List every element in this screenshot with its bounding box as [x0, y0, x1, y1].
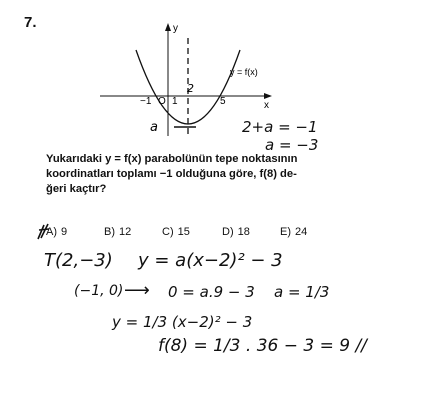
handwritten-vertex: T(2,−3) [44, 250, 113, 271]
handwritten-point: (−1, 0) [74, 283, 124, 299]
answer-options [40, 226, 412, 244]
option-e-letter: E) [280, 226, 291, 238]
option-d[interactable] [222, 226, 250, 238]
option-c[interactable] [162, 226, 190, 238]
handwritten-a-label: a [150, 120, 158, 135]
option-d-letter: D) [222, 226, 234, 238]
handwritten-a-value: a = 1/3 [274, 283, 330, 301]
question-line-2: koordinatları toplamı −1 olduğuna göre, f(8) de- [46, 168, 297, 180]
option-b-value: 12 [119, 226, 132, 238]
option-a-letter: A) [46, 226, 57, 238]
question-line-1: Yukarıdaki y = f(x) parabolünün tepe noktasının [46, 153, 298, 165]
curve-label: y = f(x) [230, 67, 258, 77]
handwritten-final-equation: y = 1/3 (x−2)² − 3 [112, 313, 253, 331]
question-line-3: ğeri kaçtır? [46, 183, 107, 195]
selected-check-mark-icon [36, 221, 56, 243]
option-b[interactable] [104, 226, 131, 238]
option-e[interactable] [280, 226, 307, 238]
question-text [46, 152, 416, 197]
handwritten-vertex-form: y = a(x−2)² − 3 [138, 250, 283, 271]
tick-label-minus1: −1 [140, 96, 152, 107]
handwritten-equation-a: a = −3 [265, 136, 319, 154]
tick-label-origin: O [158, 96, 166, 107]
y-axis-arrow [165, 23, 171, 31]
option-e-value: 24 [295, 226, 308, 238]
option-d-value: 18 [237, 226, 250, 238]
x-axis-arrow [264, 93, 272, 99]
question-number: 7. [24, 14, 37, 31]
x-axis-label: x [264, 100, 269, 111]
y-axis-label: y [173, 23, 178, 34]
option-a[interactable] [46, 226, 67, 238]
option-c-value: 15 [177, 226, 190, 238]
handwritten-2-label: 2 [187, 82, 194, 95]
handwritten-equation-sum: 2+a = −1 [242, 118, 318, 136]
tick-label-5: 5 [220, 96, 226, 107]
tick-label-1: 1 [172, 96, 178, 107]
option-a-value: 9 [61, 226, 68, 238]
handwritten-substitution: 0 = a.9 − 3 [168, 283, 255, 301]
handwritten-f8-result: f(8) = 1/3 . 36 − 3 = 9 // [158, 336, 367, 356]
handwritten-arrow: ⟶ [124, 280, 150, 301]
option-b-letter: B) [104, 226, 115, 238]
option-c-letter: C) [162, 226, 174, 238]
